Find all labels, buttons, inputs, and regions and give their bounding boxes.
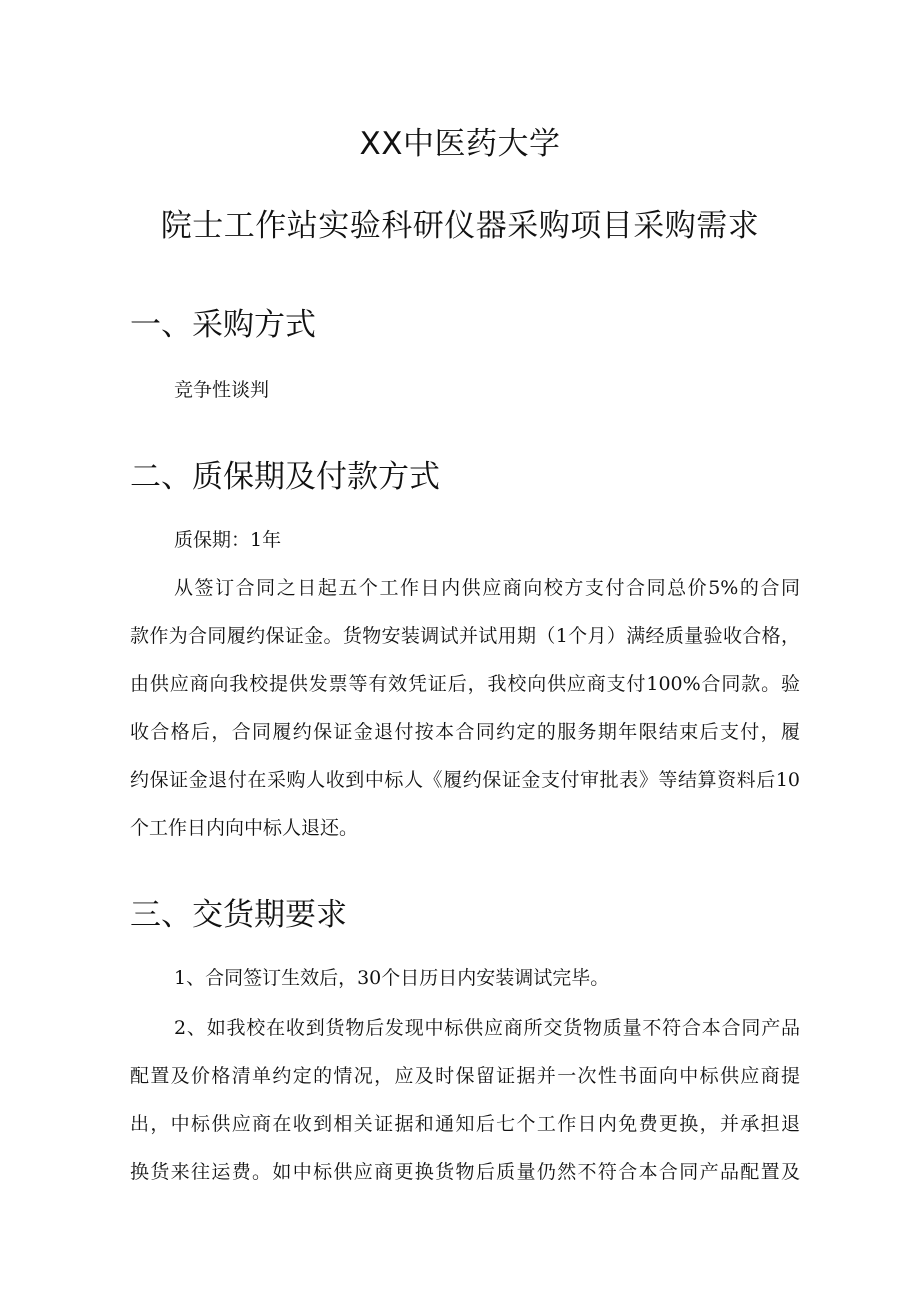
payment-paragraph-line: 款作为合同履约保证金。货物安装调试并试用期（1个月）满经质量验收合格， xyxy=(130,625,800,647)
payment-paragraph-line: 从签订合同之日起五个工作日内供应商向校方支付合同总价5%的合同 xyxy=(174,577,800,599)
delivery-item-2-line: 2、如我校在收到货物后发现中标供应商所交货物质量不符合本合同产品 xyxy=(174,1017,800,1039)
document-title-line-2: 院士工作站实验科研仪器采购项目采购需求 xyxy=(160,208,760,244)
section-1-body: 竞争性谈判 xyxy=(174,379,270,401)
delivery-item-2-line: 换货来往运费。如中标供应商更换货物后质量仍然不符合本合同产品配置及 xyxy=(130,1161,800,1183)
payment-paragraph-line: 由供应商向我校提供发票等有效凭证后，我校向供应商支付100%合同款。验 xyxy=(130,673,800,695)
payment-paragraph-line: 约保证金退付在采购人收到中标人《履约保证金支付审批表》等结算资料后10 xyxy=(130,769,800,791)
section-2-heading: 二、质保期及付款方式 xyxy=(130,459,440,495)
delivery-item-2-line: 出，中标供应商在收到相关证据和通知后七个工作日内免费更换，并承担退 xyxy=(130,1113,800,1135)
section-3-heading: 三、交货期要求 xyxy=(130,897,347,933)
document-title-line-1: XX中医药大学 xyxy=(359,126,561,162)
delivery-item-2-line: 配置及价格清单约定的情况，应及时保留证据并一次性书面向中标供应商提 xyxy=(130,1065,800,1087)
section-1-heading: 一、采购方式 xyxy=(130,307,316,343)
delivery-item-1: 1、合同签订生效后，30个日历日内安装调试完毕。 xyxy=(174,967,610,989)
payment-paragraph-line: 个工作日内向中标人退还。 xyxy=(130,817,359,839)
warranty-period: 质保期：1年 xyxy=(174,529,282,551)
payment-paragraph-line: 收合格后，合同履约保证金退付按本合同约定的服务期年限结束后支付，履 xyxy=(130,721,800,743)
